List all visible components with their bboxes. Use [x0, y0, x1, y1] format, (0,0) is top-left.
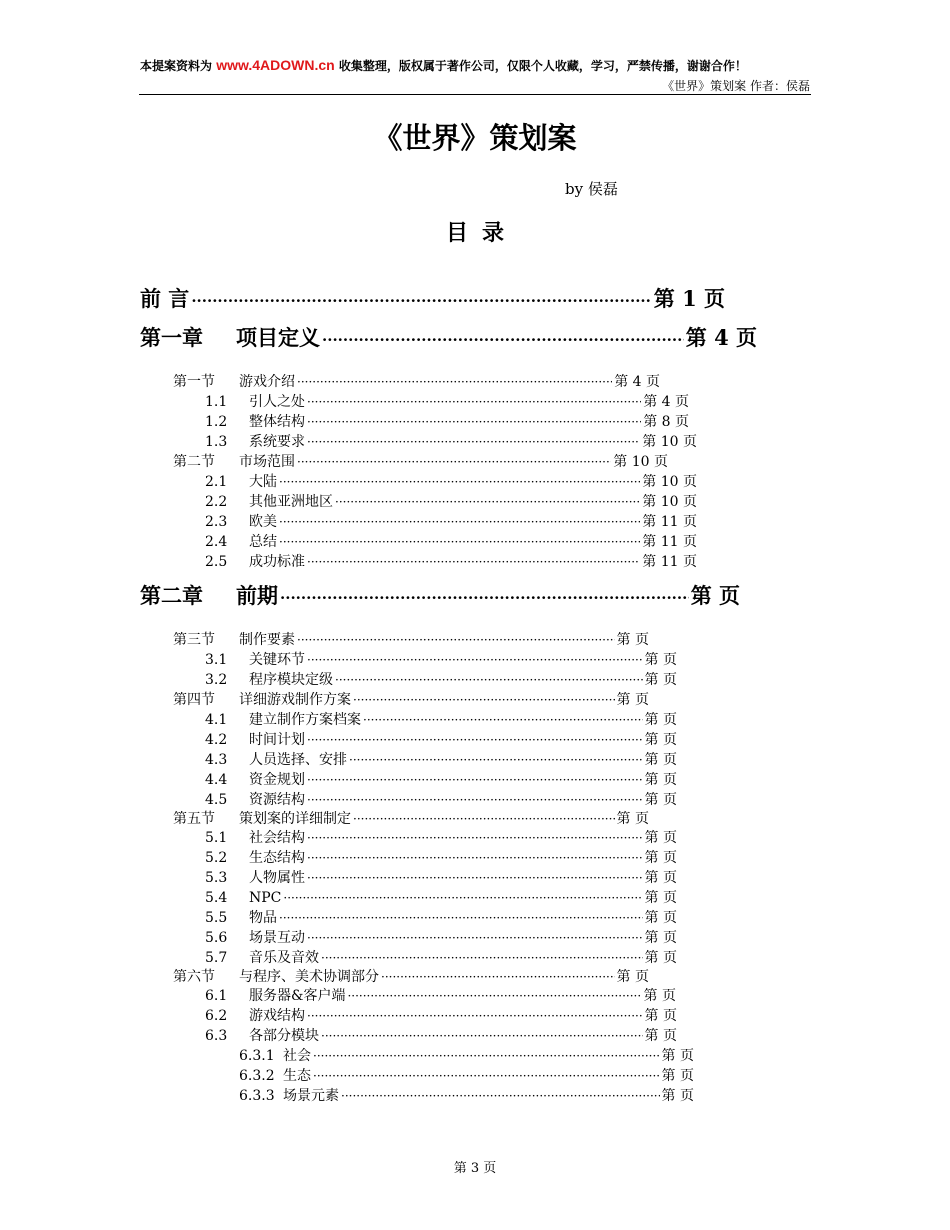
toc-leader	[307, 395, 641, 410]
toc-label: 关键环节	[249, 652, 305, 668]
toc-number: 3.1	[205, 652, 228, 668]
toc-page: 第 页	[644, 752, 677, 768]
toc-leader	[307, 415, 641, 430]
toc-label: 成功标准	[249, 554, 305, 570]
toc-entry-preface[interactable]	[140, 283, 725, 313]
toc-number: 第四节	[173, 692, 215, 708]
toc-entry-4-3[interactable]	[205, 749, 677, 769]
toc-entry-2-5[interactable]	[205, 551, 697, 571]
toc-leader	[353, 693, 615, 708]
toc-leader	[322, 330, 684, 351]
toc-number: 1.1	[205, 394, 228, 410]
toc-label: 资金规划	[249, 772, 305, 788]
toc-label: 前 言	[140, 286, 190, 311]
toc-leader	[283, 891, 642, 906]
toc-number: 5.5	[205, 910, 228, 926]
toc-page: 第 页	[616, 692, 649, 708]
toc-number: 4.2	[205, 732, 228, 748]
toc-entry-4-5[interactable]	[205, 789, 677, 809]
toc-entry-6-2[interactable]	[205, 1005, 677, 1025]
toc-number: 5.2	[205, 850, 228, 866]
toc-number: 5.3	[205, 870, 228, 886]
toc-leader	[307, 831, 643, 846]
toc-number: 5.1	[205, 830, 228, 846]
toc-label: 策划案的详细制定	[239, 811, 351, 827]
toc-entry-6-3-3[interactable]	[239, 1085, 694, 1105]
toc-page: 第 页	[690, 583, 740, 608]
toc-label: 建立制作方案档案	[249, 712, 361, 728]
toc-page: 第 页	[644, 830, 677, 846]
toc-label: 程序模块定级	[249, 672, 333, 688]
toc-leader	[279, 515, 640, 530]
toc-leader	[353, 812, 615, 827]
toc-leader	[280, 588, 689, 609]
toc-label: 生态	[283, 1068, 311, 1084]
toc-leader	[363, 713, 643, 728]
toc-entry-5-4[interactable]	[205, 887, 677, 907]
toc-label: 引人之处	[249, 394, 305, 410]
toc-entry-section-2[interactable]	[173, 451, 668, 471]
toc-entry-6-3-1[interactable]	[239, 1045, 694, 1065]
toc-entry-1-3[interactable]	[205, 431, 697, 451]
toc-entry-section-1[interactable]	[173, 371, 660, 391]
toc-leader	[347, 989, 641, 1004]
toc-page: 第 页	[644, 792, 677, 808]
toc-label: 音乐及音效	[249, 950, 319, 966]
toc-entry-6-3[interactable]	[205, 1025, 677, 1045]
toc-entry-3-2[interactable]	[205, 669, 677, 689]
toc-label: 与程序、美术协调部分	[239, 969, 379, 985]
toc-page: 第 4 页	[685, 325, 757, 350]
toc-entry-1-2[interactable]	[205, 411, 689, 431]
toc-number: 1.2	[205, 414, 228, 430]
toc-entry-4-2[interactable]	[205, 729, 677, 749]
toc-page: 第 10 页	[613, 454, 668, 470]
header-suffix: 收集整理，版权属于著作公司，仅限个人收藏，学习，严禁传播，谢谢合作！	[338, 59, 747, 73]
toc-page: 第 页	[644, 890, 677, 906]
toc-leader	[335, 673, 643, 688]
toc-label: 社会结构	[249, 830, 305, 846]
toc-number: 第三节	[173, 632, 215, 648]
toc-number: 2.5	[205, 554, 228, 570]
toc-number: 2.3	[205, 514, 228, 530]
toc-page: 第 10 页	[642, 474, 697, 490]
toc-entry-section-6[interactable]	[173, 966, 649, 986]
toc-number: 第一节	[173, 374, 215, 390]
author-byline: by 侯磊	[565, 180, 618, 198]
toc-entry-1-1[interactable]	[205, 391, 689, 411]
toc-number: 6.3.1	[239, 1048, 275, 1064]
toc-label: 市场范围	[239, 454, 295, 470]
toc-number: 6.2	[205, 1008, 228, 1024]
toc-leader	[307, 793, 643, 808]
toc-leader	[297, 375, 612, 390]
toc-entry-5-1[interactable]	[205, 827, 677, 847]
toc-page: 第 页	[644, 950, 677, 966]
toc-entry-5-3[interactable]	[205, 867, 677, 887]
toc-label: 项目定义	[236, 325, 320, 350]
toc-page: 第 10 页	[642, 494, 697, 510]
toc-label: 人物属性	[249, 870, 305, 886]
toc-page: 第 11 页	[642, 514, 697, 530]
toc-label: 时间计划	[249, 732, 305, 748]
header-site-link[interactable]: www.4ADOWN.cn	[216, 57, 335, 73]
toc-label: 制作要素	[239, 632, 295, 648]
toc-leader	[307, 555, 640, 570]
toc-page: 第 页	[644, 910, 677, 926]
toc-number: 第五节	[173, 811, 215, 827]
toc-label: 游戏结构	[249, 1008, 305, 1024]
toc-leader	[313, 1049, 660, 1064]
toc-leader	[381, 970, 615, 985]
toc-number: 5.4	[205, 890, 228, 906]
toc-page: 第 页	[644, 772, 677, 788]
toc-entry-3-1[interactable]	[205, 649, 677, 669]
toc-leader	[279, 475, 640, 490]
toc-label: 生态结构	[249, 850, 305, 866]
toc-entry-6-3-2[interactable]	[239, 1065, 694, 1085]
toc-leader	[307, 931, 643, 946]
toc-leader	[279, 911, 643, 926]
toc-entry-5-6[interactable]	[205, 927, 677, 947]
toc-entry-5-7[interactable]	[205, 947, 677, 967]
toc-number: 4.5	[205, 792, 228, 808]
toc-page: 第 页	[616, 811, 649, 827]
toc-label: 物品	[249, 910, 277, 926]
toc-label: NPC	[249, 890, 282, 906]
toc-page: 第 页	[643, 988, 676, 1004]
toc-entry-5-2[interactable]	[205, 847, 677, 867]
toc-leader	[313, 1069, 660, 1084]
header-rule	[139, 94, 811, 95]
toc-number: 2.1	[205, 474, 228, 490]
toc-entry-6-1[interactable]	[205, 985, 676, 1005]
toc-leader	[321, 1029, 643, 1044]
toc-entry-2-4[interactable]	[205, 531, 697, 551]
toc-entry-4-4[interactable]	[205, 769, 677, 789]
toc-entry-2-1[interactable]	[205, 471, 697, 491]
toc-leader	[341, 1089, 660, 1104]
toc-page: 第 页	[661, 1048, 694, 1064]
page-header-notice	[140, 57, 820, 74]
toc-page: 第 页	[644, 930, 677, 946]
toc-page: 第 11 页	[642, 534, 697, 550]
toc-number: 4.1	[205, 712, 228, 728]
toc-leader	[307, 773, 643, 788]
toc-entry-chapter-1[interactable]	[140, 322, 757, 352]
toc-label: 资源结构	[249, 792, 305, 808]
toc-page: 第 页	[644, 672, 677, 688]
toc-label: 人员选择、安排	[249, 752, 347, 768]
toc-number: 2.2	[205, 494, 228, 510]
toc-number: 第二章	[140, 583, 203, 608]
toc-page: 第 页	[616, 632, 649, 648]
toc-label: 前期	[236, 583, 278, 608]
toc-number: 第一章	[140, 325, 203, 350]
toc-heading: 目录	[445, 220, 518, 246]
toc-leader	[349, 753, 643, 768]
toc-page: 第 页	[644, 712, 677, 728]
toc-label: 详细游戏制作方案	[239, 692, 351, 708]
toc-leader	[307, 851, 643, 866]
toc-leader	[307, 871, 643, 886]
toc-entry-2-2[interactable]	[205, 491, 697, 511]
toc-label: 系统要求	[249, 434, 305, 450]
toc-page: 第 页	[644, 850, 677, 866]
toc-page: 第 1 页	[653, 286, 725, 311]
toc-label: 场景互动	[249, 930, 305, 946]
toc-page: 第 页	[661, 1068, 694, 1084]
toc-page: 第 11 页	[642, 554, 697, 570]
toc-entry-section-4[interactable]	[173, 689, 649, 709]
toc-number: 4.3	[205, 752, 228, 768]
toc-page: 第 页	[616, 969, 649, 985]
toc-number: 6.3	[205, 1028, 228, 1044]
toc-leader	[321, 951, 643, 966]
header-doc-info: 《世界》策划案 作者：侯磊	[662, 79, 810, 93]
toc-page: 第 页	[644, 732, 677, 748]
toc-entry-5-5[interactable]	[205, 907, 677, 927]
toc-entry-section-3[interactable]	[173, 629, 649, 649]
toc-page: 第 10 页	[642, 434, 697, 450]
toc-label: 各部分模块	[249, 1028, 319, 1044]
toc-page: 第 页	[644, 652, 677, 668]
toc-leader	[297, 455, 611, 470]
toc-label: 欧美	[249, 514, 277, 530]
toc-leader	[279, 535, 640, 550]
toc-leader	[307, 733, 643, 748]
toc-label: 其他亚洲地区	[249, 494, 333, 510]
toc-page: 第 4 页	[614, 374, 660, 390]
toc-leader	[297, 633, 615, 648]
toc-entry-4-1[interactable]	[205, 709, 677, 729]
toc-number: 第二节	[173, 454, 215, 470]
toc-label: 游戏介绍	[239, 374, 295, 390]
toc-label: 总结	[249, 534, 277, 550]
toc-number: 5.7	[205, 950, 228, 966]
toc-label: 服务器&客户端	[249, 988, 346, 1004]
toc-page: 第 8 页	[643, 414, 689, 430]
toc-number: 5.6	[205, 930, 228, 946]
toc-number: 6.3.2	[239, 1068, 275, 1084]
toc-number: 6.3.3	[239, 1088, 275, 1104]
toc-page: 第 页	[644, 1028, 677, 1044]
toc-label: 场景元素	[283, 1088, 339, 1104]
toc-label: 社会	[283, 1048, 311, 1064]
toc-number: 第六节	[173, 969, 215, 985]
toc-number: 3.2	[205, 672, 228, 688]
toc-page: 第 页	[644, 1008, 677, 1024]
toc-leader	[307, 435, 640, 450]
toc-number: 1.3	[205, 434, 228, 450]
toc-leader	[307, 1009, 643, 1024]
toc-page: 第 页	[661, 1088, 694, 1104]
toc-entry-chapter-2[interactable]	[140, 580, 740, 610]
toc-leader	[335, 495, 640, 510]
toc-leader	[307, 653, 643, 668]
toc-label: 大陆	[249, 474, 277, 490]
toc-page: 第 4 页	[643, 394, 689, 410]
page-number-footer: 第 3 页	[453, 1161, 497, 1176]
toc-number: 2.4	[205, 534, 228, 550]
toc-entry-2-3[interactable]	[205, 511, 697, 531]
toc-entry-section-5[interactable]	[173, 808, 649, 828]
toc-leader	[191, 291, 651, 312]
toc-number: 4.4	[205, 772, 228, 788]
document-title: 《世界》策划案	[373, 121, 577, 155]
header-prefix: 本提案资料为	[140, 59, 213, 73]
toc-label: 整体结构	[249, 414, 305, 430]
toc-number: 6.1	[205, 988, 228, 1004]
toc-page: 第 页	[644, 870, 677, 886]
